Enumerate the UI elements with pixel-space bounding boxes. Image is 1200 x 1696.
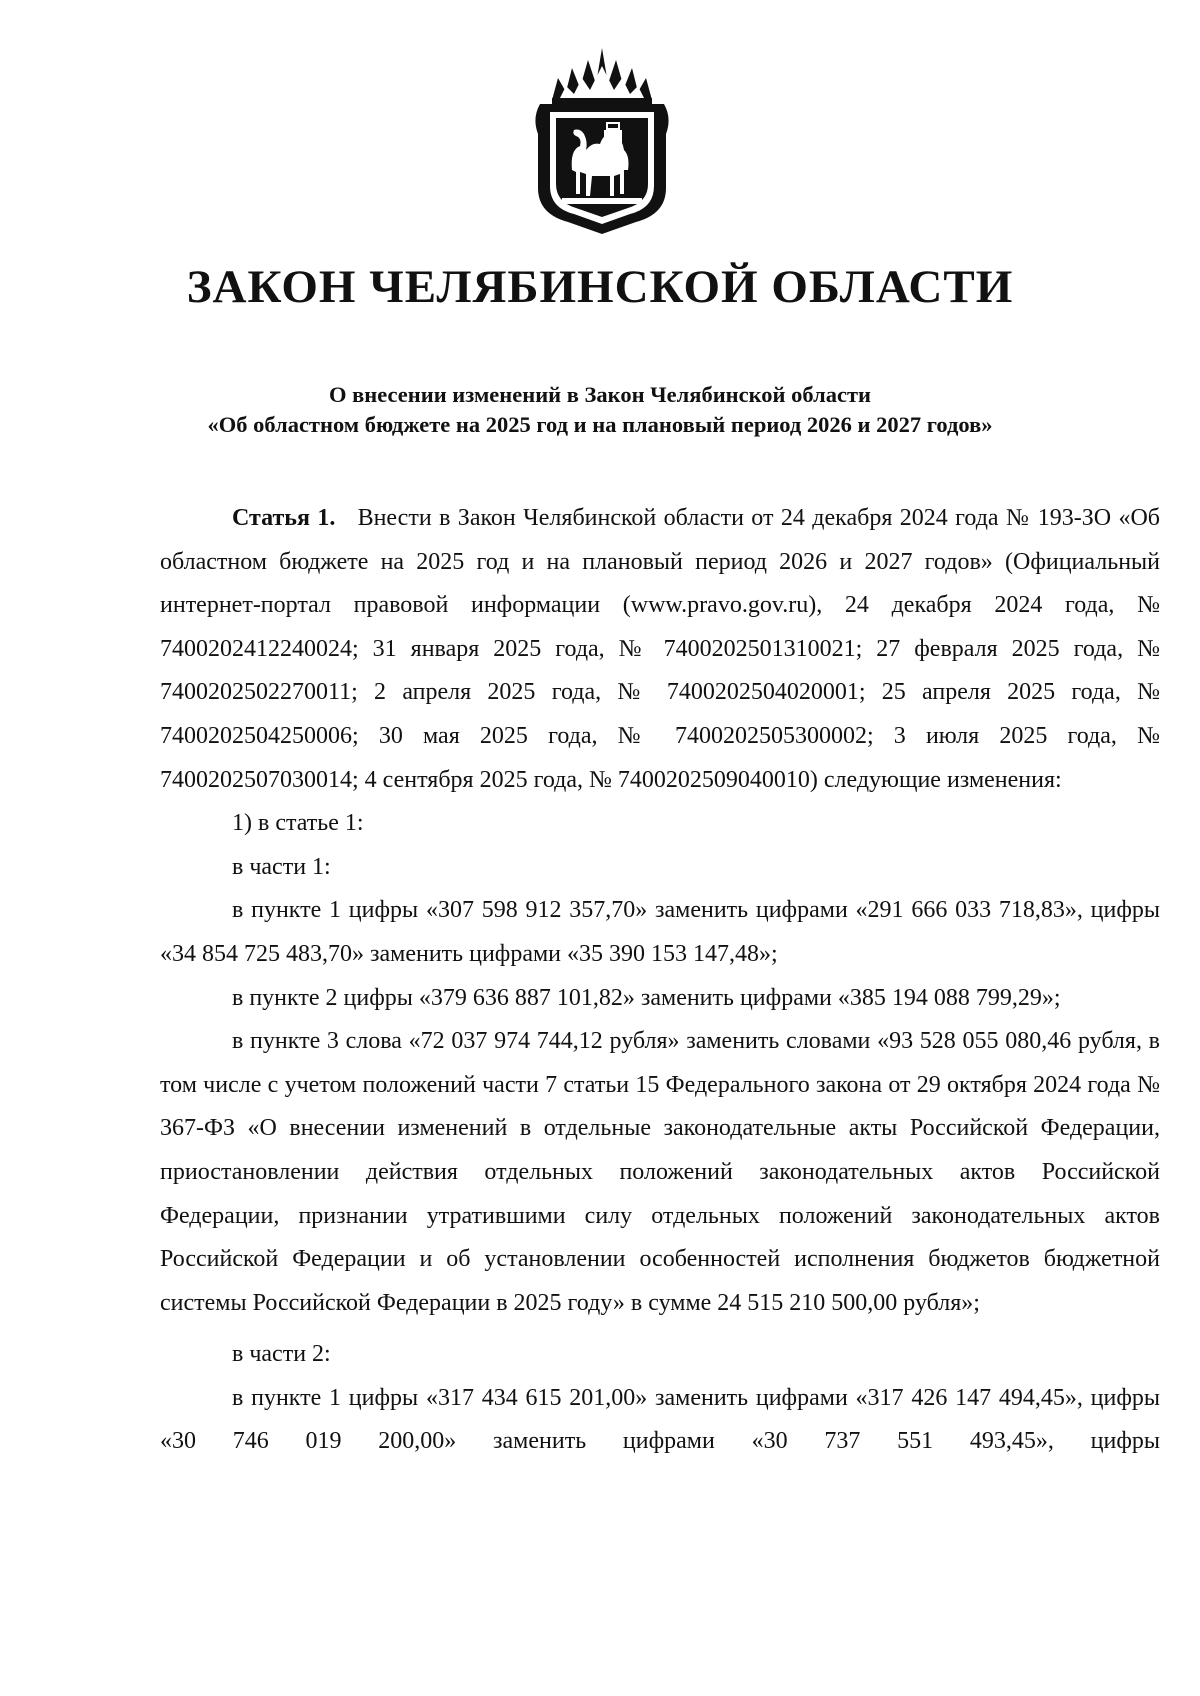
paragraph-part-1: в части 1: (232, 853, 331, 880)
document-body (160, 497, 1160, 1464)
paragraph-part-2: в части 2: (232, 1341, 331, 1368)
article-label: Статья 1. (232, 505, 336, 531)
article-1-paragraph (160, 497, 1160, 802)
subtitle-line-1: О внесении изменений в Закон Челябинской области (329, 382, 871, 407)
document-subtitle (0, 380, 1200, 440)
paragraph-point-3: в пункте 3 слова «72 037 974 744,12 рубля» заменить словами «93 528 055 080,46 рубля, в том числе с учетом положений части 7 статьи 15 Федерального закона от 29 октября 2024 года № 367-ФЗ «О внесении изменений в отдельные законодательные акты Российской Федерации, приостановлении действия отдельных положений законодательных актов Российской Федерации, признании утратившими силу отдельных положений законодательных актов Российской Федерации и об установлении особенностей исполнения бюджетов бюджетной системы Российской Федерации в 2025 году» в сумме 24 515 210 500,00 рубля»; (160, 1028, 1160, 1316)
paragraph-point-2: в пункте 2 цифры «379 636 887 101,82» заменить цифрами «385 194 088 799,29»; (232, 984, 1061, 1011)
document-title: ЗАКОН ЧЕЛЯБИНСКОЙ ОБЛАСТИ (186, 261, 1014, 313)
coat-of-arms-icon (522, 38, 682, 238)
paragraph-point-1: в пункте 1 цифры «307 598 912 357,70» заменить цифрами «291 666 033 718,83», цифры «34 854 725 483,70» заменить цифрами «35 390 153 147,48»; (160, 897, 1160, 967)
subtitle-line-2: «Об областном бюджете на 2025 год и на плановый период 2026 и 2027 годов» (207, 412, 993, 437)
article-text: Внести в Закон Челябинской области от 24 декабря 2024 года № 193-ЗО «Об областном бюджете на 2025 год и на плановый период 2026 и 2027 годов» (Официальный интернет-портал правовой информации (www.pravo.gov.ru), 24 декабря 2024 года, № 7400202412240024; 31 января 2025 года, № 7400202501310021; 27 февраля 2025 года, № 7400202502270011; 2 апреля 2025 года, № 7400202504020001; 25 апреля 2025 года, № 7400202504250006; 30 мая 2025 года, № 7400202505300002; 3 июля 2025 года, № 7400202507030014; 4 сентября 2025 года, № 7400202509040010) следующие изменения: (160, 505, 1160, 793)
paragraph-part-2-point-1: в пункте 1 цифры «317 434 615 201,00» заменить цифрами «317 426 147 494,45», цифры «30 746 019 200,00» заменить цифрами «30 737 551 493,45», цифры (160, 1384, 1160, 1455)
paragraph-item-1: 1) в статье 1: (232, 810, 364, 837)
